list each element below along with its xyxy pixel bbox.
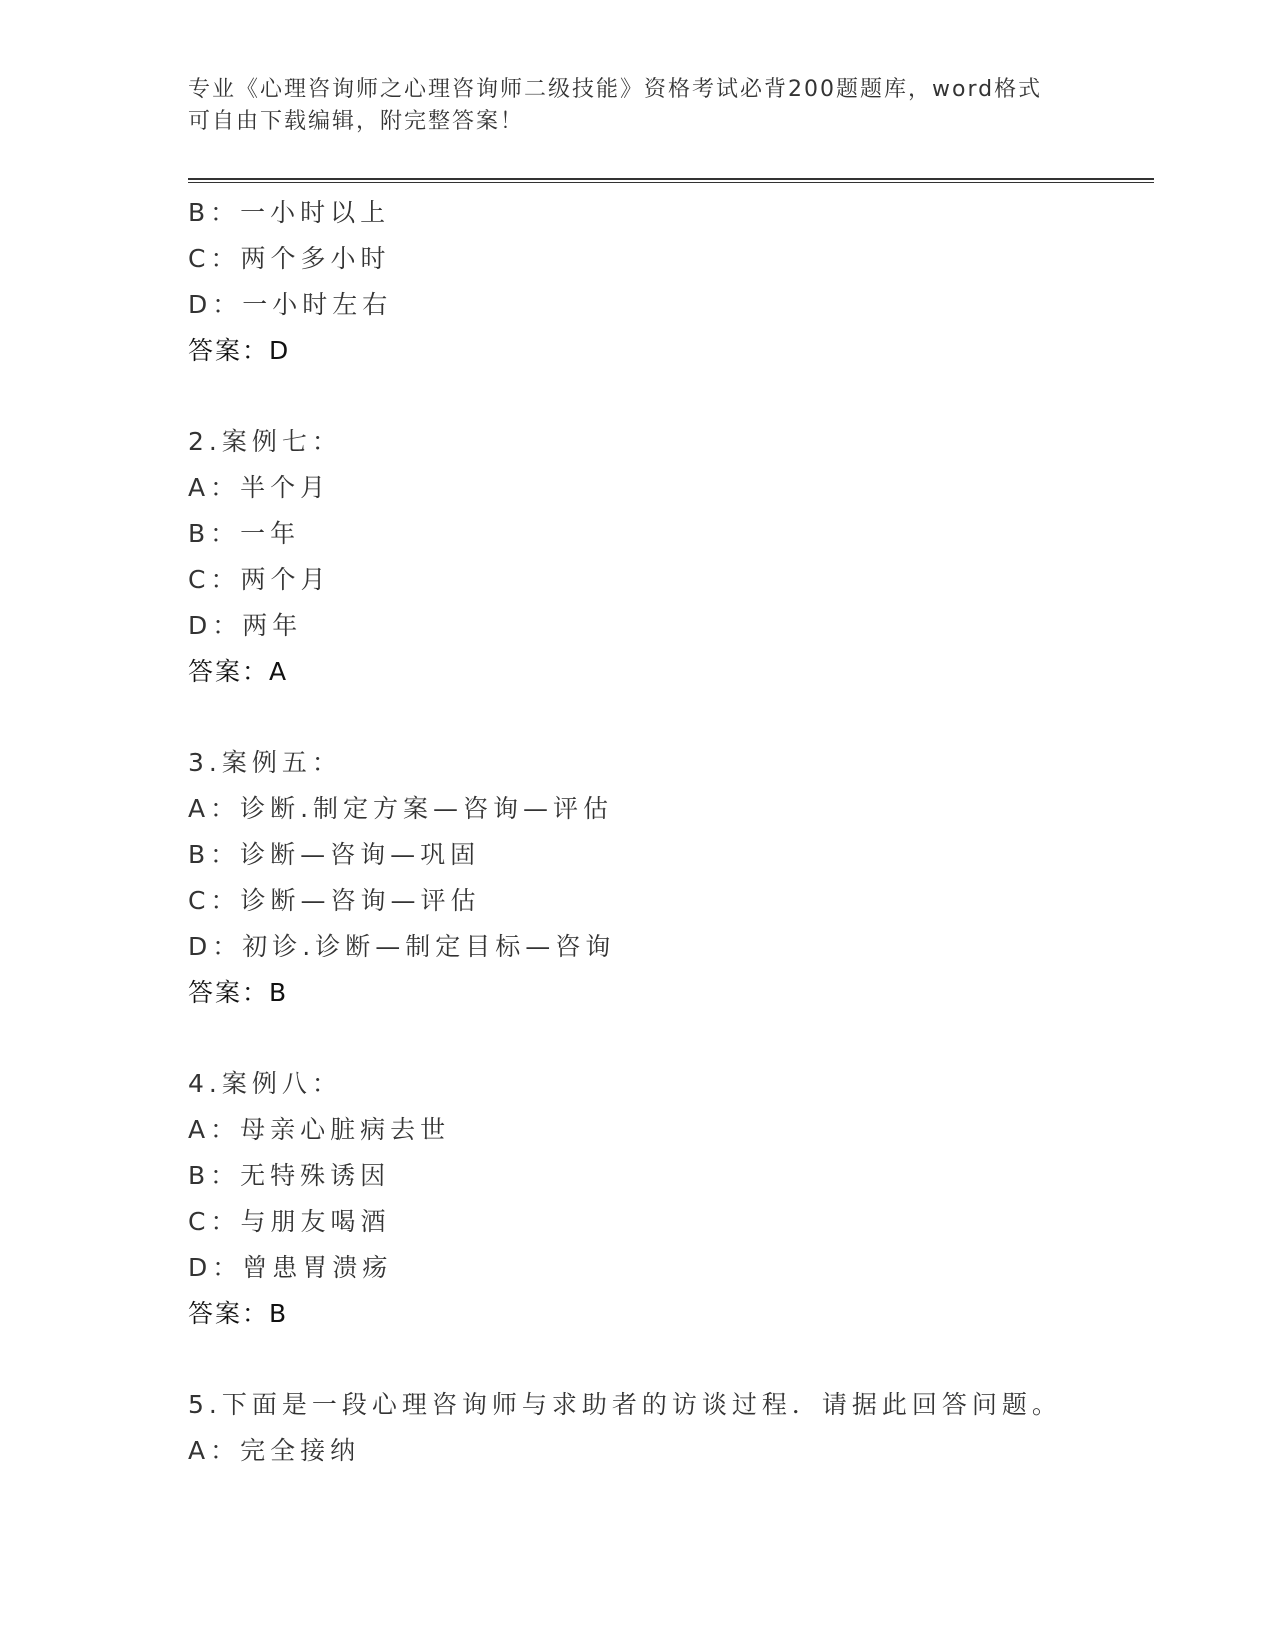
option-b: B：诊断—咨询—巩固 bbox=[188, 840, 481, 869]
question-3 bbox=[188, 740, 1154, 1016]
header-line-1: 专业《心理咨询师之心理咨询师二级技能》资格考试必背200题题库，word格式 bbox=[188, 77, 1043, 102]
option-a: A：母亲心脏病去世 bbox=[188, 1115, 451, 1144]
question-title: 3.案例五： bbox=[188, 748, 342, 777]
answer-line: 答案：B bbox=[188, 978, 289, 1007]
option-d: D：两年 bbox=[188, 611, 303, 640]
spacer bbox=[188, 1337, 1154, 1382]
option-c: C：与朋友喝酒 bbox=[188, 1207, 391, 1236]
option-a: A：诊断.制定方案—咨询—评估 bbox=[188, 794, 614, 823]
question-title: 5.下面是一段心理咨询师与求助者的访谈过程．请据此回答问题。 bbox=[188, 1390, 1062, 1419]
option-c: C：两个月 bbox=[188, 565, 331, 594]
question-list bbox=[188, 190, 1154, 1474]
option-c: C：诊断—咨询—评估 bbox=[188, 886, 481, 915]
header-line-2: 可自由下载编辑，附完整答案！ bbox=[188, 109, 525, 134]
option-c: C：两个多小时 bbox=[188, 244, 391, 273]
answer-line: 答案：A bbox=[188, 657, 289, 686]
option-a: A：半个月 bbox=[188, 473, 331, 502]
question-1 bbox=[188, 190, 1154, 374]
spacer bbox=[188, 374, 1154, 419]
option-b: B：一小时以上 bbox=[188, 198, 391, 227]
question-4 bbox=[188, 1061, 1154, 1337]
question-2 bbox=[188, 419, 1154, 695]
spacer bbox=[188, 695, 1154, 740]
option-d: D：曾患胃溃疡 bbox=[188, 1253, 393, 1282]
header-divider bbox=[188, 178, 1154, 183]
answer-line: 答案：B bbox=[188, 1299, 289, 1328]
answer-line: 答案：D bbox=[188, 336, 291, 365]
option-b: B：一年 bbox=[188, 519, 301, 548]
option-d: D：初诊.诊断—制定目标—咨询 bbox=[188, 932, 616, 961]
option-d: D：一小时左右 bbox=[188, 290, 393, 319]
spacer bbox=[188, 1016, 1154, 1061]
question-5 bbox=[188, 1382, 1154, 1474]
option-a: A：完全接纳 bbox=[188, 1436, 361, 1465]
question-title: 2.案例七： bbox=[188, 427, 342, 456]
option-b: B：无特殊诱因 bbox=[188, 1161, 391, 1190]
question-title: 4.案例八： bbox=[188, 1069, 342, 1098]
document-header bbox=[188, 74, 1088, 138]
